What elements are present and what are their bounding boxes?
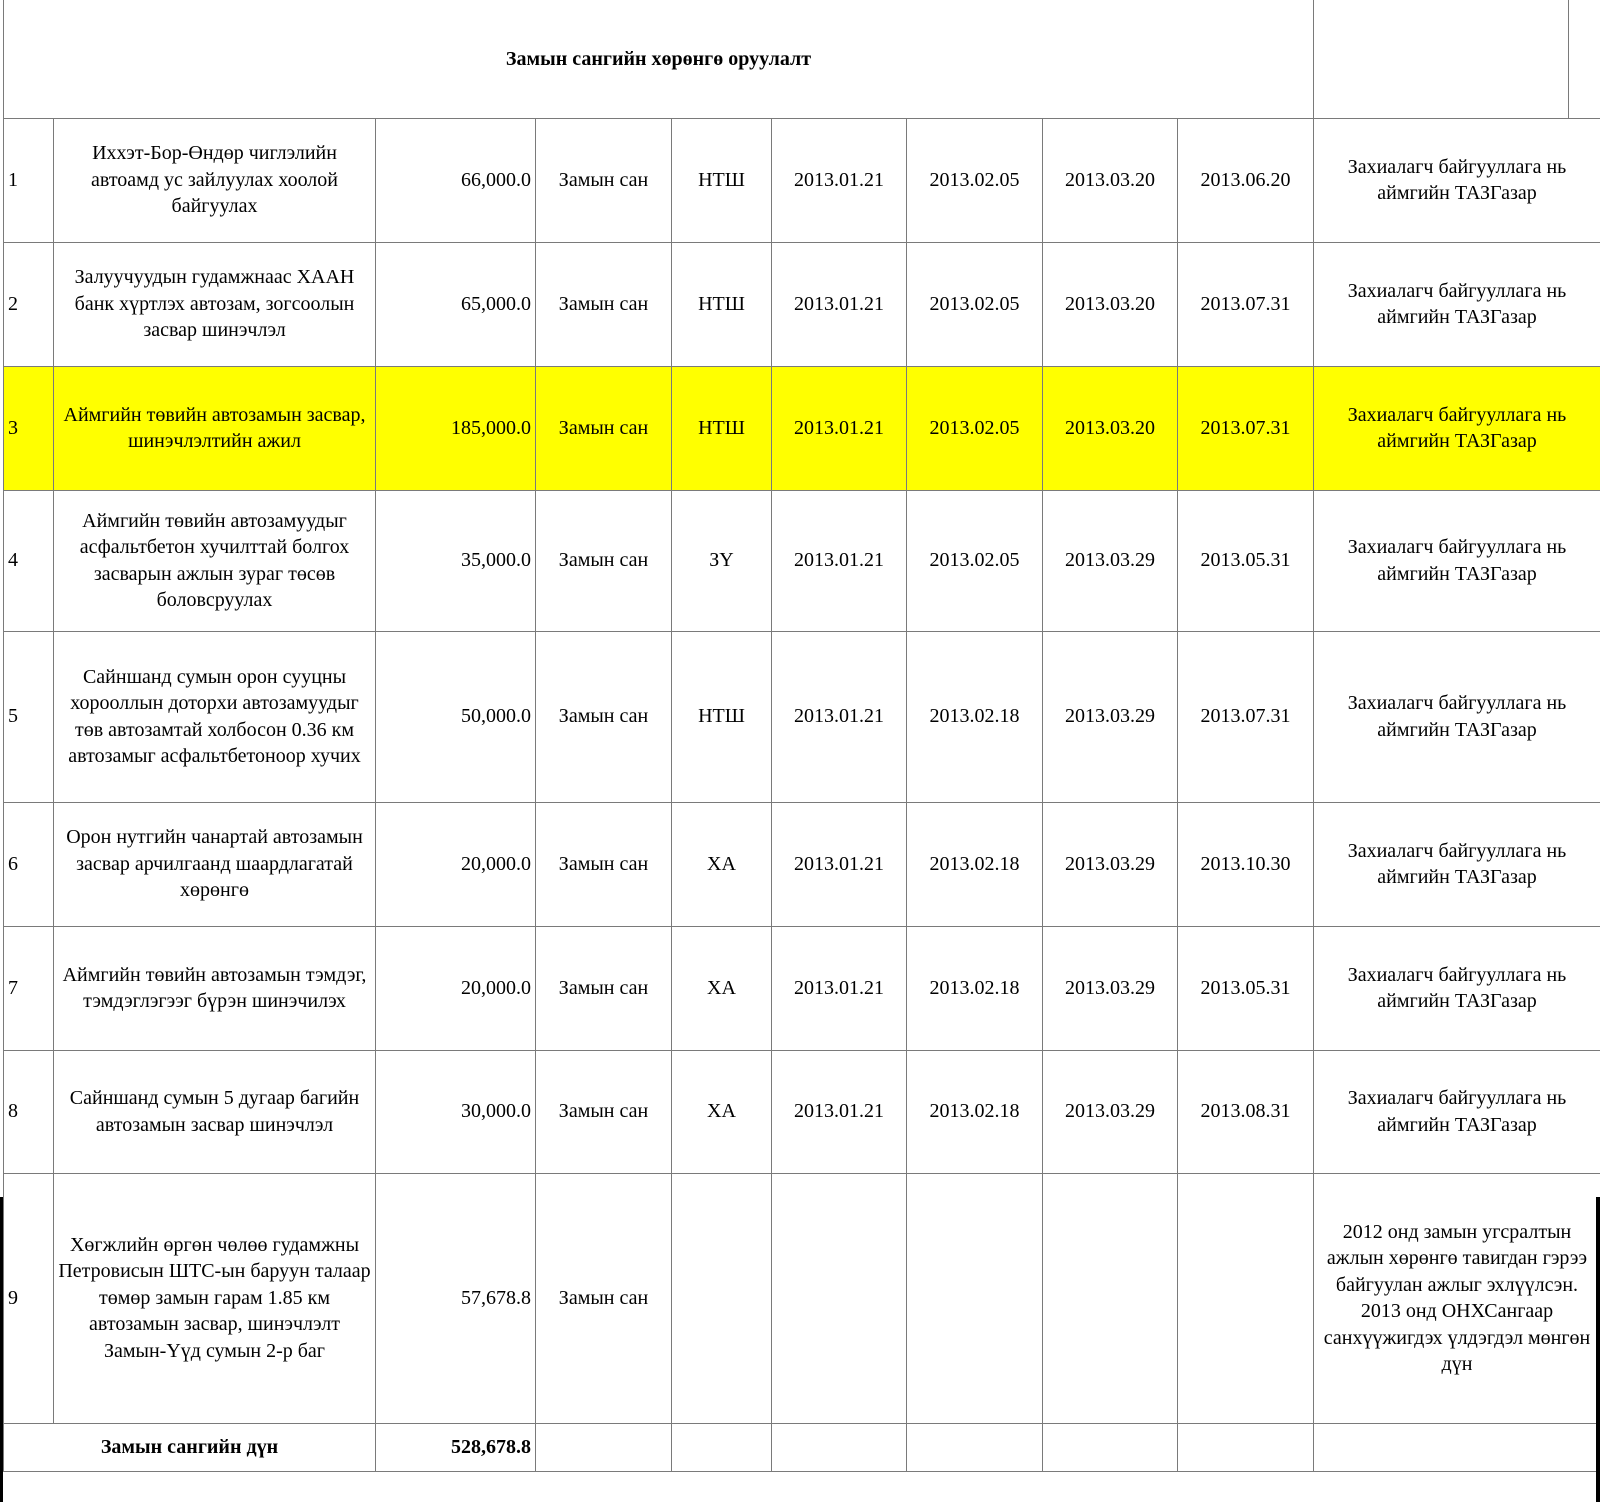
amount: 20,000.0 xyxy=(376,802,536,926)
date-1: 2013.01.21 xyxy=(772,926,907,1050)
procurement-method xyxy=(672,1173,772,1423)
note: Захиалагч байгууллага нь аймгийн ТАЗГазар xyxy=(1314,802,1600,926)
row-number: 6 xyxy=(4,802,54,926)
date-1: 2013.01.21 xyxy=(772,490,907,631)
amount: 50,000.0 xyxy=(376,631,536,802)
row-number: 8 xyxy=(4,1050,54,1173)
note: Захиалагч байгууллага нь аймгийн ТАЗГазар xyxy=(1314,1050,1600,1173)
date-2: 2013.02.05 xyxy=(907,366,1043,490)
date-2: 2013.02.18 xyxy=(907,802,1043,926)
row-number: 3 xyxy=(4,366,54,490)
amount: 66,000.0 xyxy=(376,118,536,242)
project-name: Аймгийн төвийн автозамуудыг асфальтбетон хучилттай болгох засварын ажлын зураг төсөв боловсруулах xyxy=(54,490,376,631)
row-number: 7 xyxy=(4,926,54,1050)
table-row xyxy=(4,1173,1600,1423)
date-2: 2013.02.18 xyxy=(907,1050,1043,1173)
date-4: 2013.05.31 xyxy=(1178,926,1314,1050)
date-4: 2013.08.31 xyxy=(1178,1050,1314,1173)
row-number: 2 xyxy=(4,242,54,366)
date-3: 2013.03.29 xyxy=(1043,926,1178,1050)
row-number: 1 xyxy=(4,118,54,242)
table-row xyxy=(4,490,1600,631)
funding-source: Замын сан xyxy=(536,631,672,802)
amount: 57,678.8 xyxy=(376,1173,536,1423)
title-note-cell xyxy=(1314,0,1569,118)
funding-source: Замын сан xyxy=(536,366,672,490)
date-3 xyxy=(1043,1173,1178,1423)
funding-source: Замын сан xyxy=(536,490,672,631)
project-name: Аймгийн төвийн автозамын засвар, шинэчлэлтийн ажил xyxy=(54,366,376,490)
funding-source: Замын сан xyxy=(536,926,672,1050)
note: 2012 онд замын угсралтын ажлын хөрөнгө тавигдан гэрээ байгуулан ажлыг эхлүүлсэн. 2013 онд ОНХСангаар санхүүжигдэх үлдэгдэл мөнгөн дүн xyxy=(1314,1173,1600,1423)
project-name: Сайншанд сумын орон сууцны хорооллын доторхи автозамуудыг төв автозамтай холбосон 0.36 км автозамыг асфальтбетоноор хучих xyxy=(54,631,376,802)
amount: 35,000.0 xyxy=(376,490,536,631)
page-seam-right xyxy=(1596,1197,1600,1502)
date-3: 2013.03.29 xyxy=(1043,802,1178,926)
funding-source: Замын сан xyxy=(536,242,672,366)
row-number: 5 xyxy=(4,631,54,802)
date-1: 2013.01.21 xyxy=(772,631,907,802)
date-1 xyxy=(772,1173,907,1423)
date-3: 2013.03.29 xyxy=(1043,631,1178,802)
date-4: 2013.07.31 xyxy=(1178,631,1314,802)
project-name: Сайншанд сумын 5 дугаар багийн автозамын засвар шинэчлэл xyxy=(54,1050,376,1173)
funding-source: Замын сан xyxy=(536,1050,672,1173)
date-3: 2013.03.20 xyxy=(1043,118,1178,242)
note: Захиалагч байгууллага нь аймгийн ТАЗГазар xyxy=(1314,490,1600,631)
note: Захиалагч байгууллага нь аймгийн ТАЗГазар xyxy=(1314,631,1600,802)
page-seam-left xyxy=(0,1197,3,1502)
total-row xyxy=(4,1423,1600,1471)
note: Захиалагч байгууллага нь аймгийн ТАЗГазар xyxy=(1314,242,1600,366)
date-1: 2013.01.21 xyxy=(772,366,907,490)
date-2: 2013.02.05 xyxy=(907,118,1043,242)
date-2: 2013.02.05 xyxy=(907,242,1043,366)
date-1: 2013.01.21 xyxy=(772,118,907,242)
date-4: 2013.10.30 xyxy=(1178,802,1314,926)
amount: 20,000.0 xyxy=(376,926,536,1050)
project-name: Орон нутгийн чанартай автозамын засвар арчилгаанд шаардлагатай хөрөнгө xyxy=(54,802,376,926)
date-2 xyxy=(907,1173,1043,1423)
table-row-highlighted xyxy=(4,366,1600,490)
table-row xyxy=(4,802,1600,926)
date-3: 2013.03.20 xyxy=(1043,366,1178,490)
note: Захиалагч байгууллага нь аймгийн ТАЗГазар xyxy=(1314,926,1600,1050)
procurement-method: ХА xyxy=(672,802,772,926)
date-1: 2013.01.21 xyxy=(772,802,907,926)
table-title: Замын сангийн хөрөнгө оруулалт xyxy=(4,0,1314,118)
procurement-method: ХА xyxy=(672,926,772,1050)
note: Захиалагч байгууллага нь аймгийн ТАЗГазар xyxy=(1314,118,1600,242)
procurement-method: НТШ xyxy=(672,118,772,242)
amount: 30,000.0 xyxy=(376,1050,536,1173)
date-4: 2013.07.31 xyxy=(1178,366,1314,490)
row-number: 9 xyxy=(4,1173,54,1423)
date-2: 2013.02.18 xyxy=(907,926,1043,1050)
procurement-method: НТШ xyxy=(672,366,772,490)
amount: 185,000.0 xyxy=(376,366,536,490)
row-number: 4 xyxy=(4,490,54,631)
table-row xyxy=(4,118,1600,242)
date-2: 2013.02.05 xyxy=(907,490,1043,631)
project-name: Иххэт-Бор-Өндөр чиглэлийн автоамд ус зайлуулах хоолой байгуулах xyxy=(54,118,376,242)
date-1: 2013.01.21 xyxy=(772,242,907,366)
total-label: Замын сангийн дүн xyxy=(4,1423,376,1471)
table-row xyxy=(4,242,1600,366)
table-row xyxy=(4,926,1600,1050)
table-row xyxy=(4,631,1600,802)
project-name: Залуучуудын гудамжнаас ХААН банк хүртлэх автозам, зогсоолын засвар шинэчлэл xyxy=(54,242,376,366)
table-row xyxy=(4,1050,1600,1173)
procurement-method: НТШ xyxy=(672,631,772,802)
date-3: 2013.03.29 xyxy=(1043,490,1178,631)
procurement-method: ЗҮ xyxy=(672,490,772,631)
date-1: 2013.01.21 xyxy=(772,1050,907,1173)
project-name: Аймгийн төвийн автозамын тэмдэг, тэмдэглэгээг бүрэн шинэчилэх xyxy=(54,926,376,1050)
date-2: 2013.02.18 xyxy=(907,631,1043,802)
date-4 xyxy=(1178,1173,1314,1423)
amount: 65,000.0 xyxy=(376,242,536,366)
total-value: 528,678.8 xyxy=(376,1423,536,1471)
funding-source: Замын сан xyxy=(536,118,672,242)
investment-table xyxy=(3,0,1600,1472)
note: Захиалагч байгууллага нь аймгийн ТАЗГазар xyxy=(1314,366,1600,490)
procurement-method: НТШ xyxy=(672,242,772,366)
funding-source: Замын сан xyxy=(536,1173,672,1423)
funding-source: Замын сан xyxy=(536,802,672,926)
project-name: Хөгжлийн өргөн чөлөө гудамжны Петровисын ШТС-ын баруун талаар төмөр замын гарам 1.85 км автозамын засвар, шинэчлэлт Замын-Үүд сумын 2-р баг xyxy=(54,1173,376,1423)
title-row xyxy=(4,0,1600,118)
date-3: 2013.03.20 xyxy=(1043,242,1178,366)
date-4: 2013.06.20 xyxy=(1178,118,1314,242)
date-3: 2013.03.29 xyxy=(1043,1050,1178,1173)
procurement-method: ХА xyxy=(672,1050,772,1173)
date-4: 2013.05.31 xyxy=(1178,490,1314,631)
date-4: 2013.07.31 xyxy=(1178,242,1314,366)
